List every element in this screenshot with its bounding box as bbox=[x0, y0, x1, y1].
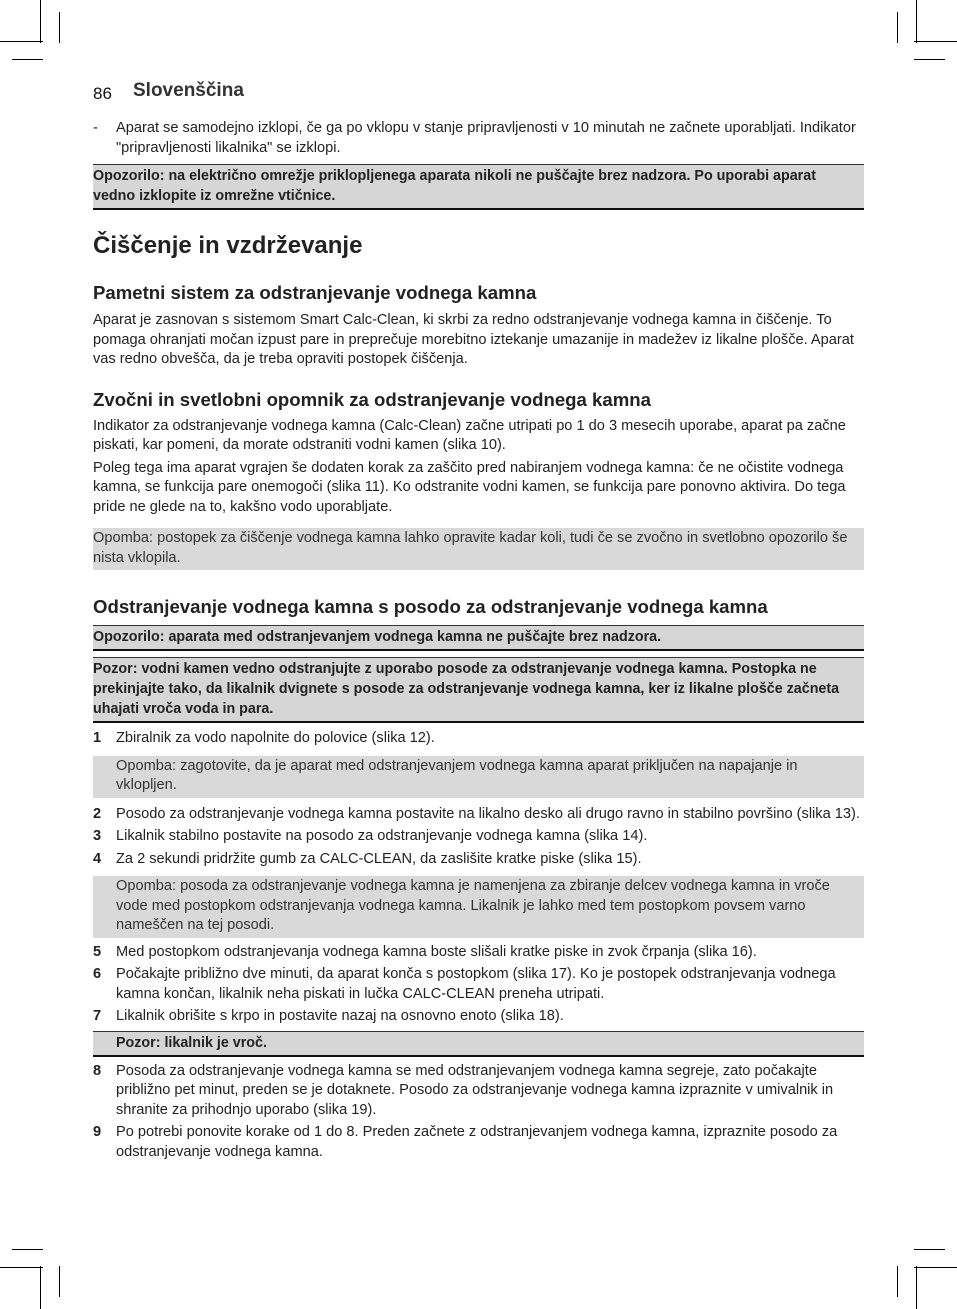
step-text: Likalnik stabilno postavite na posodo za odstranjevanje vodnega kamna (slika 14). bbox=[116, 828, 648, 844]
crop-mark bbox=[40, 1266, 41, 1309]
reminder-note: Opomba: postopek za čiščenje vodnega kamna lahko opravite kadar koli, tudi če se zvočno in svetlobno opozorilo še nista vklopila. bbox=[93, 528, 864, 570]
intro-dash-text: Aparat se samodejno izklopi, če ga po vklopu v stanje pripravljenosti v 10 minutah ne začnete uporabljati. Indikator "pripravljenosti likalnika" se izklopi. bbox=[116, 120, 856, 156]
step-item bbox=[93, 943, 864, 963]
step-item bbox=[93, 1123, 864, 1162]
step-number: 6 bbox=[93, 966, 102, 982]
step-text: Likalnik obrišite s krpo in postavite nazaj na osnovno enoto (slika 18). bbox=[116, 1008, 564, 1024]
warning-mains: Opozorilo: na električno omrežje priklopljenega aparata nikoli ne puščajte brez nadzora. Po uporabi aparat vedno izklopite iz omrežne vtičnice. bbox=[93, 164, 864, 210]
crop-mark bbox=[59, 1266, 60, 1297]
crop-mark bbox=[40, 0, 41, 43]
step-text: Za 2 sekundi pridržite gumb za CALC-CLEAN, da zaslišite kratke piske (slika 15). bbox=[116, 850, 642, 867]
step-number: 5 bbox=[93, 943, 102, 960]
reminder-heading: Zvočni in svetlobni opomnik za odstranjevanje vodnega kamna bbox=[93, 388, 651, 410]
dash-marker: - bbox=[93, 120, 98, 136]
crop-mark bbox=[12, 1249, 43, 1250]
crop-mark bbox=[914, 1249, 945, 1250]
step-item bbox=[93, 850, 864, 870]
crop-mark bbox=[59, 12, 60, 43]
step-text: Zbiralnik za vodo napolnite do polovice (slika 12). bbox=[116, 730, 435, 746]
reminder-para-1: Indikator za odstranjevanje vodnega kamna (Calc-Clean) začne utripati po 1 do 3 mesecih uporabe, aparat pa začne piskati, kar pomeni, da morate odstraniti vodni kamen (slika 10). bbox=[93, 417, 846, 453]
language-label: Slovenščina bbox=[133, 80, 244, 101]
smart-calc-body: Aparat je zasnovan s sistemom Smart Calc-Clean, ki skrbi za redno odstranjevanje vodnega kamna in čiščenje. To pomaga ohranjati močan izpust pare in preprečuje morebitno iztekanje umazanije in madežev iz likalne plošče. Aparat vas redno obvešča, da je treba opraviti postopek čiščenja. bbox=[93, 312, 854, 367]
section-title: Čiščenje in vzdrževanje bbox=[93, 232, 363, 259]
step-number: 4 bbox=[93, 850, 102, 867]
step-text: Posoda za odstranjevanje vodnega kamna se med odstranjevanjem vodnega kamna segreje, zato počakajte približno pet minut, preden se je dotaknete. Posodo za odstranjevanje vodnega kamna izpraznite v umivalnik in shranite za prihodnjo uporabo (slika 19). bbox=[116, 1062, 834, 1118]
page-content bbox=[93, 78, 864, 1162]
crop-mark bbox=[0, 1267, 43, 1268]
step-item bbox=[93, 1062, 864, 1121]
step-number: 9 bbox=[93, 1124, 102, 1140]
crop-mark bbox=[897, 12, 898, 43]
crop-mark bbox=[914, 59, 945, 60]
step-item bbox=[93, 1007, 864, 1027]
intro-dash-item bbox=[93, 119, 864, 158]
step-text: Po potrebi ponovite korake od 1 do 8. Preden začnete z odstranjevanjem vodnega kamna, izpraznite posodo za odstranjevanje vodnega kamna. bbox=[116, 1124, 838, 1160]
crop-mark bbox=[914, 41, 957, 42]
note-container: Opomba: posoda za odstranjevanje vodnega kamna je namenjena za zbiranje delcev vodnega kamna in vroče vode med postopkom odstranjevanja vodnega kamna. Likalnik je lahko med tem postopkom povsem varno nameščen na tej posodi. bbox=[93, 876, 864, 938]
caution-hot: Pozor: likalnik je vroč. bbox=[93, 1031, 864, 1057]
crop-mark bbox=[914, 1267, 957, 1268]
descaling-warning: Opozorilo: aparata med odstranjevanjem vodnega kamna ne puščajte brez nadzora. bbox=[93, 625, 864, 651]
descaling-heading: Odstranjevanje vodnega kamna s posodo za odstranjevanje vodnega kamna bbox=[93, 596, 768, 617]
crop-mark bbox=[12, 59, 43, 60]
crop-mark bbox=[897, 1266, 898, 1297]
descaling-caution: Pozor: vodni kamen vedno odstranjujte z uporabo posode za odstranjevanje vodnega kamna. Postopka ne prekinjajte tako, da likalnik dvignete s posode za odstranjevanje vodnega kamna, ker iz likalne plošče začneta uhajati vroča voda in para. bbox=[93, 657, 864, 723]
step-item bbox=[93, 805, 864, 825]
step-item bbox=[93, 729, 864, 749]
crop-mark bbox=[916, 0, 917, 43]
step-text: Posodo za odstranjevanje vodnega kamna postavite na likalno desko ali drugo ravno in stabilno površino (slika 13). bbox=[116, 805, 860, 822]
crop-mark bbox=[916, 1266, 917, 1309]
step-number: 7 bbox=[93, 1008, 102, 1024]
step-number: 1 bbox=[93, 730, 102, 746]
step-number: 3 bbox=[93, 828, 102, 844]
step-text: Počakajte približno dve minuti, da aparat konča s postopkom (slika 17). Ko je postopek odstranjevanja vodnega kamna končan, likalnik neha piskati in lučka CALC-CLEAN preneha utripati. bbox=[116, 966, 836, 1002]
reminder-para-2: Poleg tega ima aparat vgrajen še dodaten korak za zaščito pred nabiranjem vodnega kamna: če ne očistite vodnega kamna, se funkcija pare onemogoči (slika 11). Ko odstranite vodni kamen, se funkcija pare ponovno aktivira. Do tega pride ne glede na to, kakšno vodo uporabljate. bbox=[93, 459, 846, 515]
step-text: Med postopkom odstranjevanja vodnega kamna boste slišali kratke piske in zvok črpanja (slika 16). bbox=[116, 943, 757, 960]
note-power: Opomba: zagotovite, da je aparat med odstranjevanjem vodnega kamna aparat priključen na napajanje in vklopljen. bbox=[93, 756, 864, 798]
step-item bbox=[93, 965, 864, 1004]
step-item bbox=[93, 827, 864, 847]
step-number: 8 bbox=[93, 1062, 102, 1079]
smart-calc-heading: Pametni sistem za odstranjevanje vodnega kamna bbox=[93, 282, 537, 303]
step-number: 2 bbox=[93, 805, 102, 822]
page-header bbox=[93, 78, 864, 108]
page-number: 86 bbox=[93, 84, 112, 103]
crop-mark bbox=[0, 41, 43, 42]
